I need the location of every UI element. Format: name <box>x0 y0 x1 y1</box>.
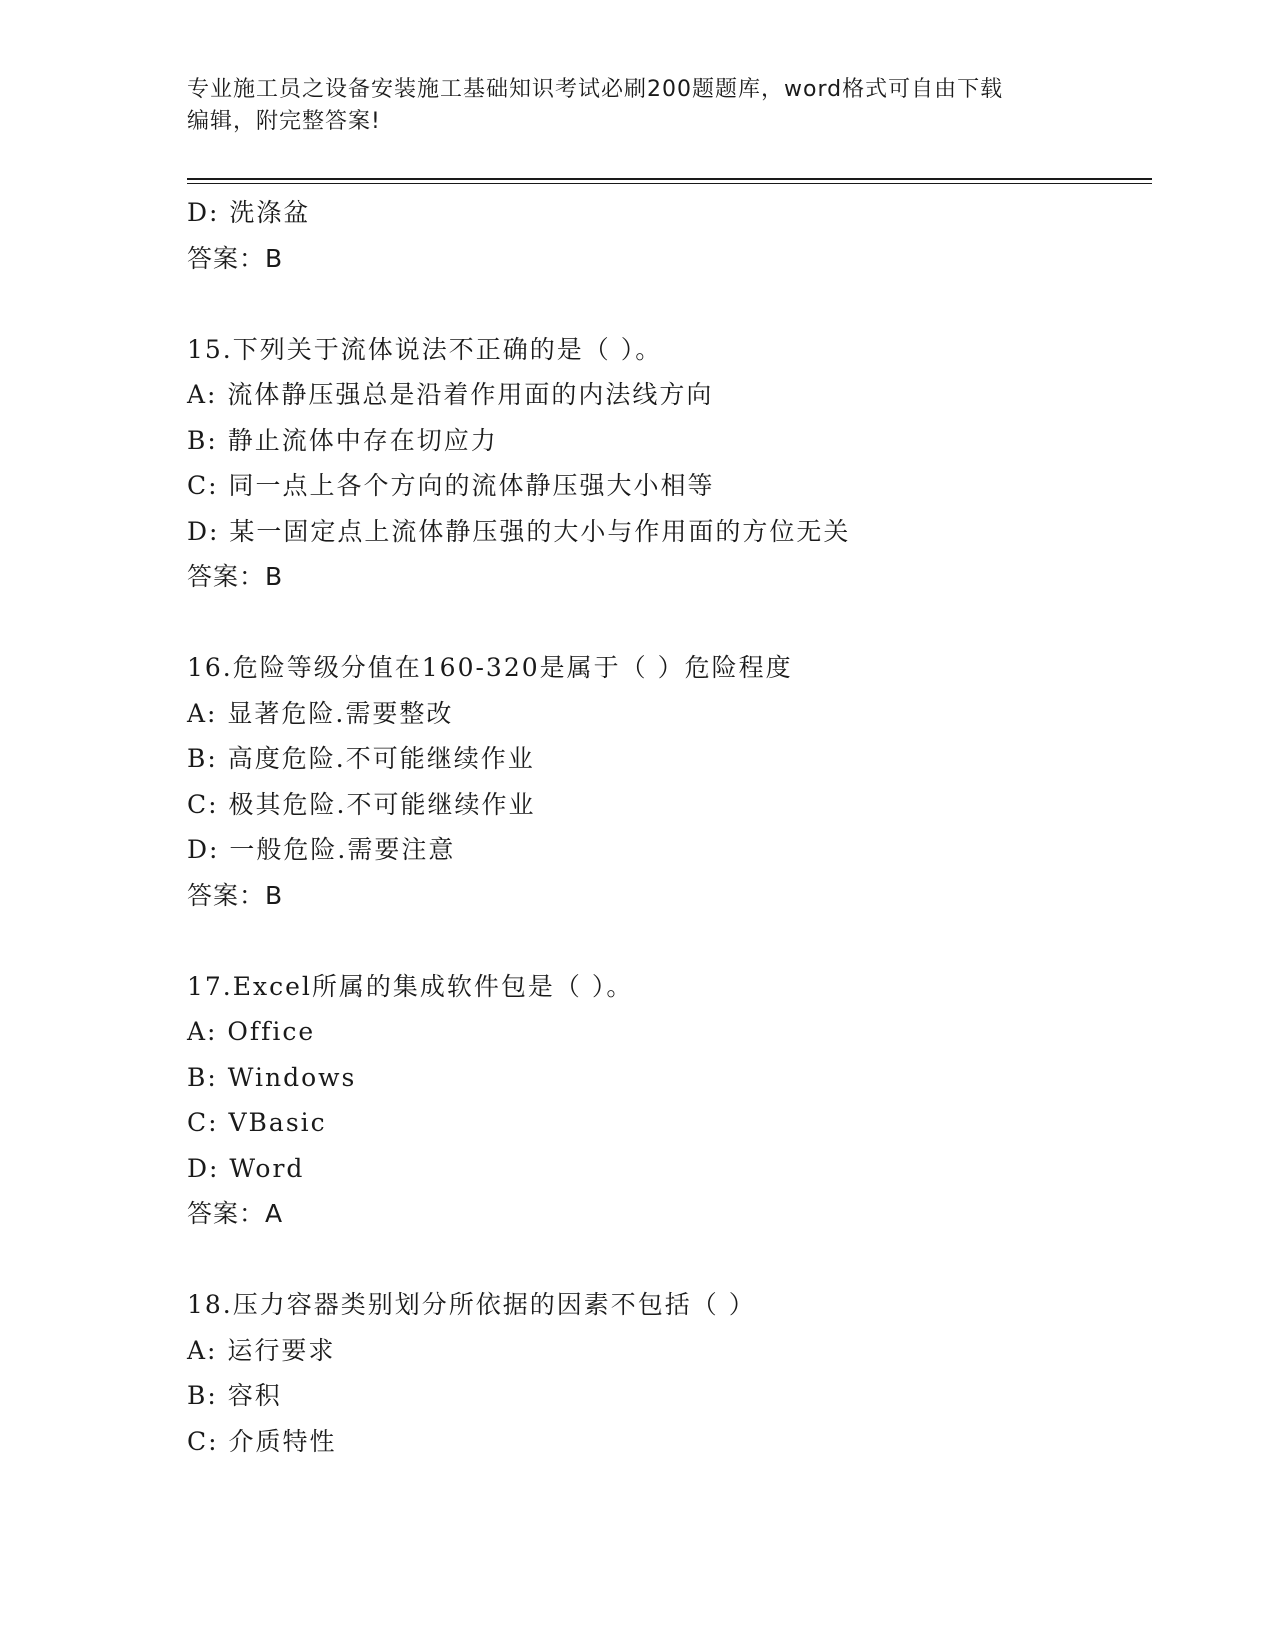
question-15-stem: 15.下列关于流体说法不正确的是（ ）。 <box>187 334 663 364</box>
spacer <box>187 918 1152 964</box>
header-divider-thin <box>187 183 1152 184</box>
question-18-option-a: A: 运行要求 <box>187 1335 336 1365</box>
question-16-answer: 答案：B <box>187 880 284 910</box>
question-17-option-b: B: Windows <box>187 1062 357 1092</box>
question-16-option-b: B: 高度危险.不可能继续作业 <box>187 744 535 773</box>
spacer <box>187 1237 1152 1283</box>
question-15-option-b: B: 静止流体中存在切应力 <box>187 425 498 455</box>
spacer <box>187 600 1152 646</box>
question-15-option-d: D: 某一固定点上流体静压强的大小与作用面的方位无关 <box>187 516 851 546</box>
header-title-line-2: 编辑，附完整答案! <box>187 109 381 134</box>
question-18-option-c: C: 介质特性 <box>187 1426 337 1456</box>
question-16-option-c: C: 极其危险.不可能继续作业 <box>187 789 536 819</box>
spacer <box>187 281 1152 327</box>
question-18-stem: 18.压力容器类别划分所依据的因素不包括（ ） <box>187 1290 756 1319</box>
question-15-option-a: A: 流体静压强总是沿着作用面的内法线方向 <box>187 380 714 409</box>
header-divider-thick <box>187 178 1152 180</box>
question-14-option-d: D: 洗涤盆 <box>187 198 311 227</box>
question-17-stem: 17.Excel所属的集成软件包是（ ）。 <box>187 971 634 1001</box>
header-title-line-1: 专业施工员之设备安装施工基础知识考试必刷200题题库，word格式可自由下载 <box>187 77 1004 102</box>
question-16-stem: 16.危险等级分值在160-320是属于（ ）危险程度 <box>187 653 793 682</box>
document-header <box>187 74 1087 138</box>
question-17-answer: 答案：A <box>187 1199 284 1228</box>
question-14-answer: 答案：B <box>187 243 284 273</box>
question-15-option-c: C: 同一点上各个方向的流体静压强大小相等 <box>187 471 715 500</box>
question-16-option-a: A: 显著危险.需要整改 <box>187 698 454 728</box>
question-17-option-a: A: Office <box>187 1017 316 1046</box>
question-17-option-d: D: Word <box>187 1153 305 1183</box>
question-content <box>187 190 1152 1464</box>
question-18-option-b: B: 容积 <box>187 1381 282 1410</box>
question-16-option-d: D: 一般危险.需要注意 <box>187 835 456 864</box>
question-17-option-c: C: VBasic <box>187 1108 327 1137</box>
question-15-answer: 答案：B <box>187 562 284 591</box>
